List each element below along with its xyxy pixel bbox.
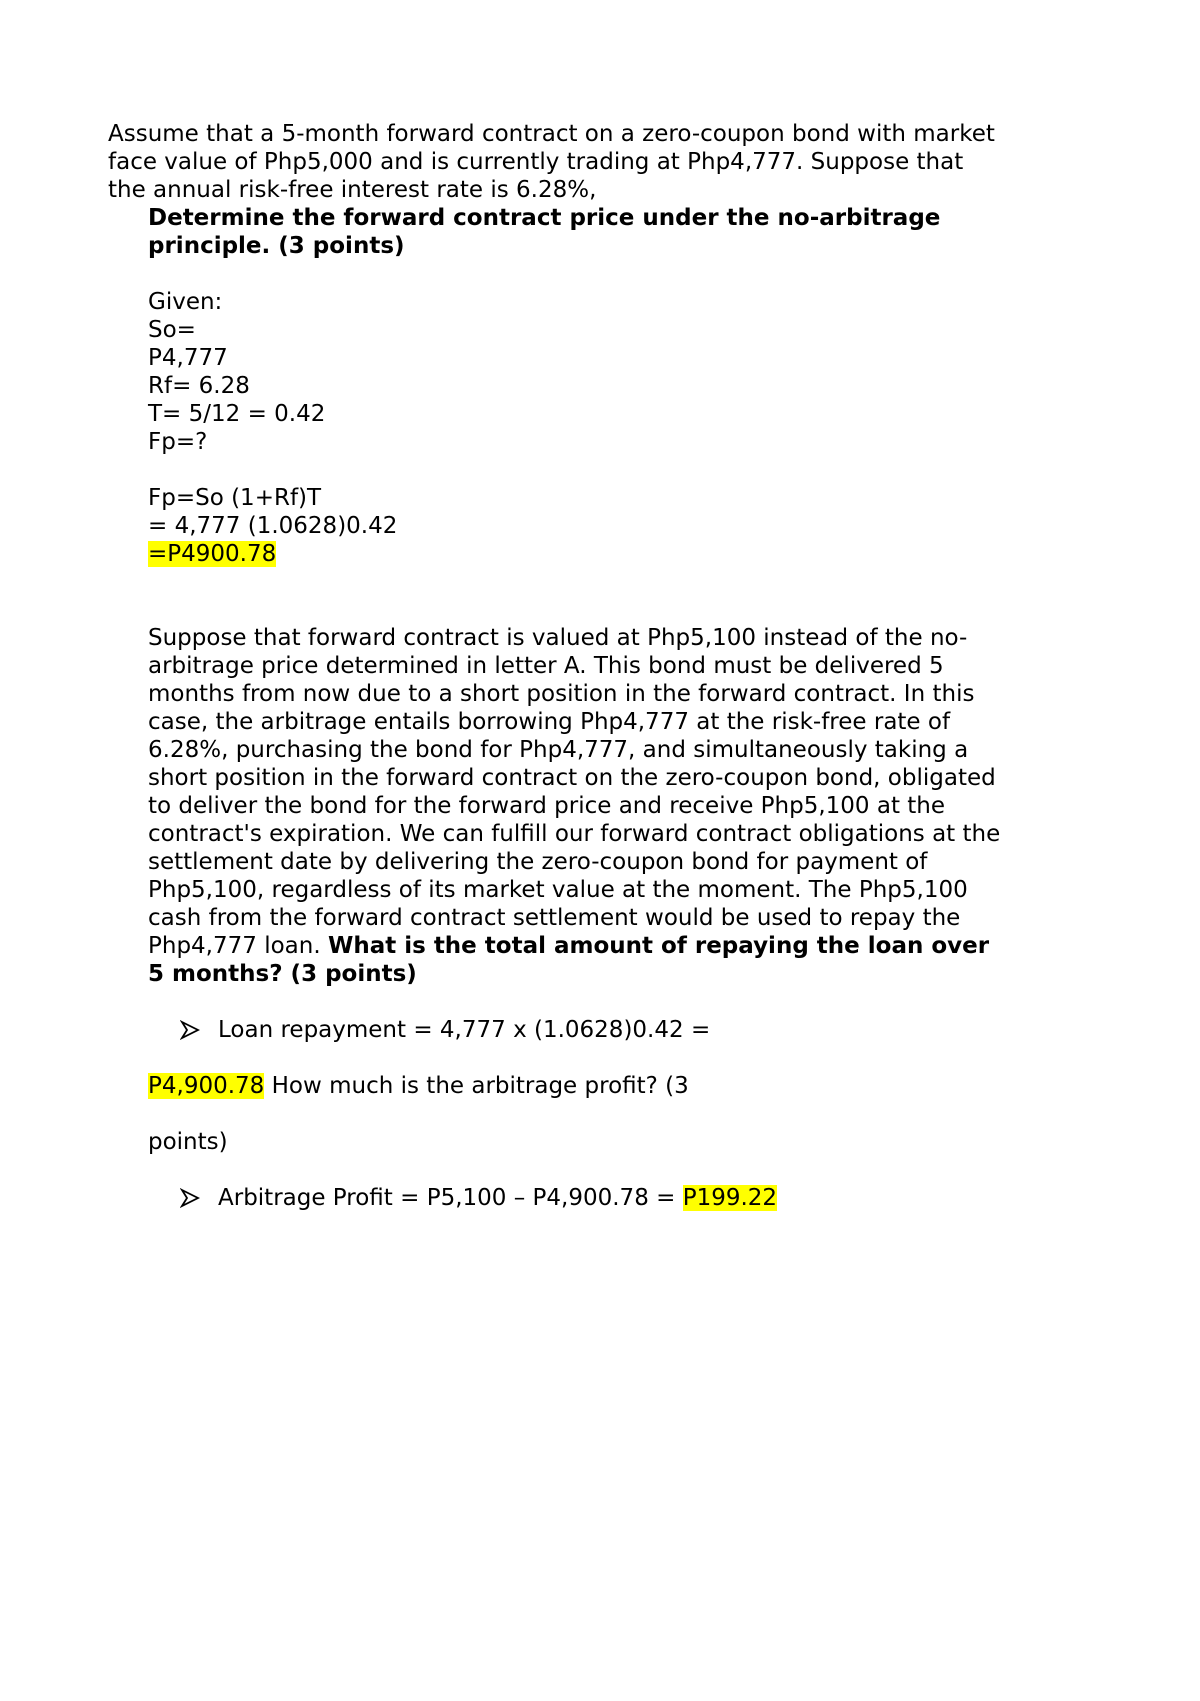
given-so-label: So= — [148, 317, 196, 343]
document-body — [108, 120, 1068, 1212]
question-b-line-3: months from now due to a short position in the forward contract. In this — [148, 681, 975, 707]
question-b-line-12 — [148, 932, 1068, 960]
question-a-line-1: Determine the forward contract price under the no-arbitrage — [148, 205, 941, 231]
question-b-line-9: settlement date by delivering the zero-coupon bond for payment of — [148, 849, 928, 875]
question-b-line-4: case, the arbitrage entails borrowing Php4,777 at the risk-free rate of — [148, 709, 951, 735]
question-c-line-2: points) — [148, 1129, 228, 1155]
given-fp: Fp=? — [148, 429, 208, 455]
question-b-line-2: arbitrage price determined in letter A. This bond must be delivered 5 — [148, 653, 944, 679]
intro-line-1: Assume that a 5-month forward contract on a zero-coupon bond with market — [108, 121, 995, 147]
arrow-bullet-icon — [180, 1184, 218, 1212]
loan-repayment-result: P4,900.78 — [148, 1073, 265, 1099]
intro-line-3: the annual risk-free interest rate is 6.28%, — [108, 177, 597, 203]
question-a-block — [148, 204, 1068, 1016]
arbitrage-profit-bullet — [180, 1184, 1068, 1212]
question-a-line-2: principle. (3 points) — [148, 233, 405, 259]
arrow-bullet-icon — [180, 1016, 218, 1044]
question-b-line-6: short position in the forward contract on the zero-coupon bond, obligated — [148, 765, 996, 791]
formula-result: =P4900.78 — [148, 541, 277, 567]
arbitrage-profit-result: P199.22 — [682, 1185, 778, 1211]
question-b-bold-line-2: 5 months? (3 points) — [148, 961, 417, 987]
loan-repayment-bullet — [180, 1016, 1068, 1044]
question-b-line-8: contract's expiration. We can fulfill our forward contract obligations at the — [148, 821, 1001, 847]
question-c-text: How much is the arbitrage profit? (3 — [264, 1073, 689, 1099]
question-b-last-plain: Php4,777 loan. — [148, 933, 328, 959]
question-b-line-1: Suppose that forward contract is valued at Php5,100 instead of the no- — [148, 625, 968, 651]
question-c-block — [148, 1072, 1068, 1156]
formula-line-1: Fp=So (1+Rf)T — [148, 485, 322, 511]
given-so-value: P4,777 — [148, 345, 228, 371]
given-t: T= 5/12 = 0.42 — [148, 401, 326, 427]
loan-repayment-text: Loan repayment = 4,777 x (1.0628)0.42 = — [218, 1017, 711, 1043]
question-b-paragraph — [148, 624, 1068, 988]
question-c-line-1 — [148, 1072, 1068, 1100]
question-b-line-7: to deliver the bond for the forward price and receive Php5,100 at the — [148, 793, 946, 819]
question-b-line-10: Php5,100, regardless of its market value at the moment. The Php5,100 — [148, 877, 968, 903]
arbitrage-profit-text: Arbitrage Profit = P5,100 – P4,900.78 = — [218, 1185, 683, 1211]
question-b-last-bold: What is the total amount of repaying the loan over — [327, 933, 990, 959]
given-rf: Rf= 6.28 — [148, 373, 250, 399]
question-b-line-5: 6.28%, purchasing the bond for Php4,777, and simultaneously taking a — [148, 737, 969, 763]
intro-line-2: face value of Php5,000 and is currently trading at Php4,777. Suppose that — [108, 149, 964, 175]
given-label: Given: — [148, 289, 223, 315]
formula-line-2: = 4,777 (1.0628)0.42 — [148, 513, 398, 539]
question-b-line-11: cash from the forward contract settlement would be used to repay the — [148, 905, 961, 931]
